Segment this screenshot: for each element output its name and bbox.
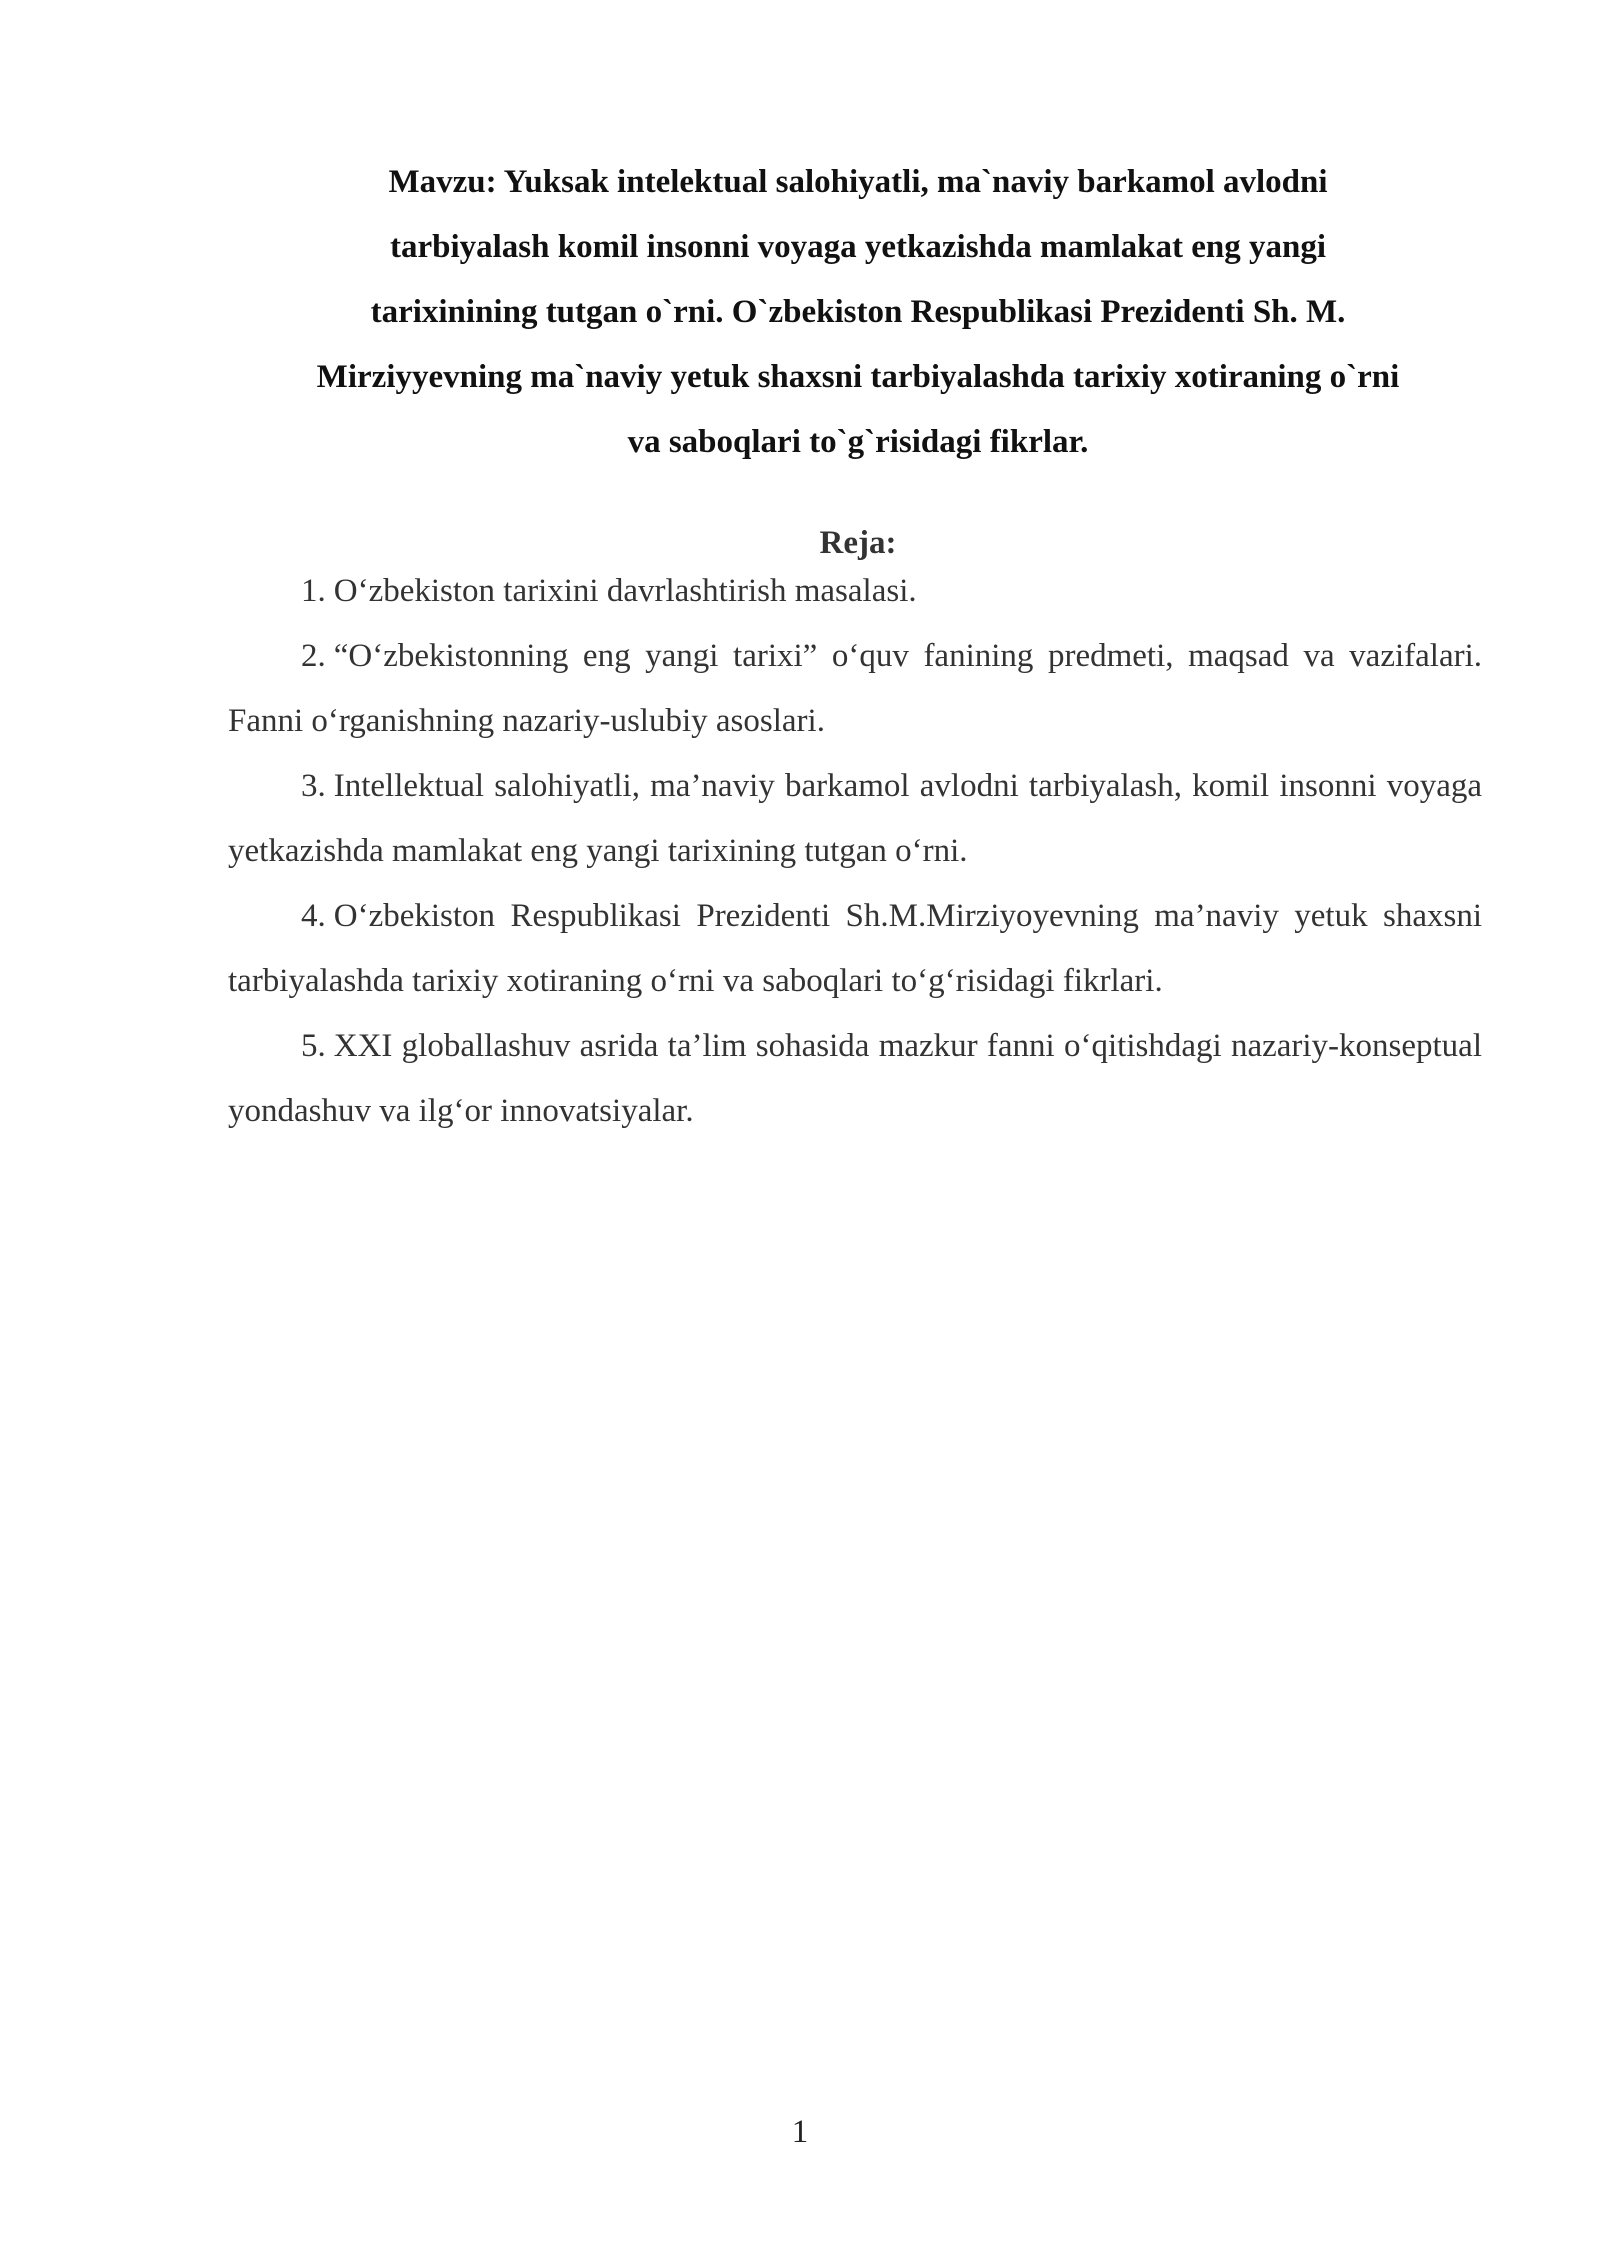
- plan-item-number: 2.: [301, 638, 326, 674]
- page-number: 1: [791, 2114, 809, 2150]
- plan-list: [228, 559, 1482, 1144]
- plan-item-number: 3.: [301, 768, 326, 804]
- plan-heading: Reja:: [819, 525, 897, 561]
- plan-item: [228, 624, 1482, 754]
- plan-item-text: Intellektual salohiyatli, ma’naviy barkamol avlodni tarbiyalash, komil insonni voyaga yetkazishda mamlakat eng yangi tarixining tutgan o‘rni.: [228, 768, 1482, 869]
- plan-item-number: 1.: [301, 573, 326, 609]
- document-title: [228, 150, 1488, 475]
- plan-item: [228, 884, 1482, 1014]
- plan-item-text: O‘zbekiston tarixini davrlashtirish masalasi.: [333, 573, 917, 609]
- plan-item: [228, 559, 1482, 624]
- title-line: va saboqlari to`g`risidagi fikrlar.: [627, 424, 1089, 460]
- title-line: Mavzu: Yuksak intelektual salohiyatli, ma`naviy barkamol avlodni: [388, 164, 1328, 200]
- plan-item-text: XXI globallashuv asrida ta’lim sohasida mazkur fanni o‘qitishdagi nazariy-konseptual yondashuv va ilg‘or innovatsiyalar.: [228, 1028, 1482, 1129]
- plan-item-text: O‘zbekiston Respublikasi Prezidenti Sh.M.Mirziyoyevning ma’naviy yetuk shaxsni tarbiyalashda tarixiy xotiraning o‘rni va saboqlari to‘g‘risidagi fikrlari.: [228, 898, 1482, 999]
- plan-item: [228, 1014, 1482, 1144]
- title-line: tarbiyalash komil insonni voyaga yetkazishda mamlakat eng yangi: [389, 229, 1327, 265]
- plan-item: [228, 754, 1482, 884]
- plan-item-number: 4.: [301, 898, 326, 934]
- plan-item-text: “O‘zbekistonning eng yangi tarixi” o‘quv fanining predmeti, maqsad va vazifalari. Fanni o‘rganishning nazariy-uslubiy asoslari.: [228, 638, 1482, 739]
- title-line: Mirziyyevning ma`naviy yetuk shaxsni tarbiyalashda tarixiy xotiraning o`rni: [316, 359, 1400, 395]
- title-line: tarixinining tutgan o`rni. O`zbekiston Respublikasi Prezidenti Sh. M.: [370, 294, 1346, 330]
- plan-item-number: 5.: [301, 1028, 326, 1064]
